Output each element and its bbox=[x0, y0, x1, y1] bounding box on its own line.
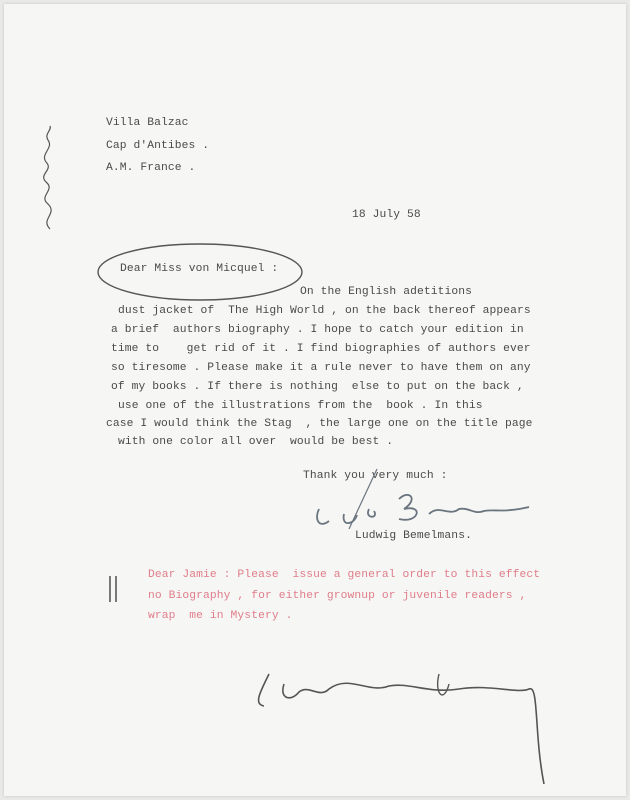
body-line: a brief authors biography . I hope to catch your edition in bbox=[111, 324, 524, 336]
address-line-3: A.M. France . bbox=[106, 162, 196, 174]
body-line: dust jacket of The High World , on the back thereof appears bbox=[118, 305, 531, 317]
body-line: time to get rid of it . I find biographies of authors ever bbox=[111, 343, 531, 355]
salutation: Dear Miss von Micquel : bbox=[120, 263, 279, 275]
handwritten-signature bbox=[299, 459, 539, 539]
letter-date: 18 July 58 bbox=[352, 209, 421, 221]
body-line: On the English adetitions bbox=[300, 286, 472, 298]
body-line: case I would think the Stag , the large one on the title page bbox=[106, 418, 533, 430]
body-line: use one of the illustrations from the book . In this bbox=[118, 400, 483, 412]
memo-line: wrap me in Mystery . bbox=[148, 610, 293, 622]
address-line-1: Villa Balzac bbox=[106, 117, 189, 129]
margin-tick-marks bbox=[104, 574, 124, 604]
body-line: of my books . If there is nothing else to put on the back , bbox=[111, 381, 524, 393]
address-line-2: Cap d'Antibes . bbox=[106, 140, 210, 152]
memo-line: Dear Jamie : Please issue a general order to this effect bbox=[148, 569, 541, 581]
body-line: so tiresome . Please make it a rule never to have them on any bbox=[111, 362, 531, 374]
body-line: with one color all over would be best . bbox=[118, 436, 394, 448]
margin-handwritten-name bbox=[30, 124, 70, 234]
typed-signature: Ludwig Bemelmans. bbox=[355, 530, 472, 542]
letter-page bbox=[4, 4, 626, 796]
bottom-signature bbox=[229, 644, 569, 794]
closing: Thank you very much : bbox=[303, 470, 448, 482]
memo-line: no Biography , for either grownup or juvenile readers , bbox=[148, 590, 527, 602]
